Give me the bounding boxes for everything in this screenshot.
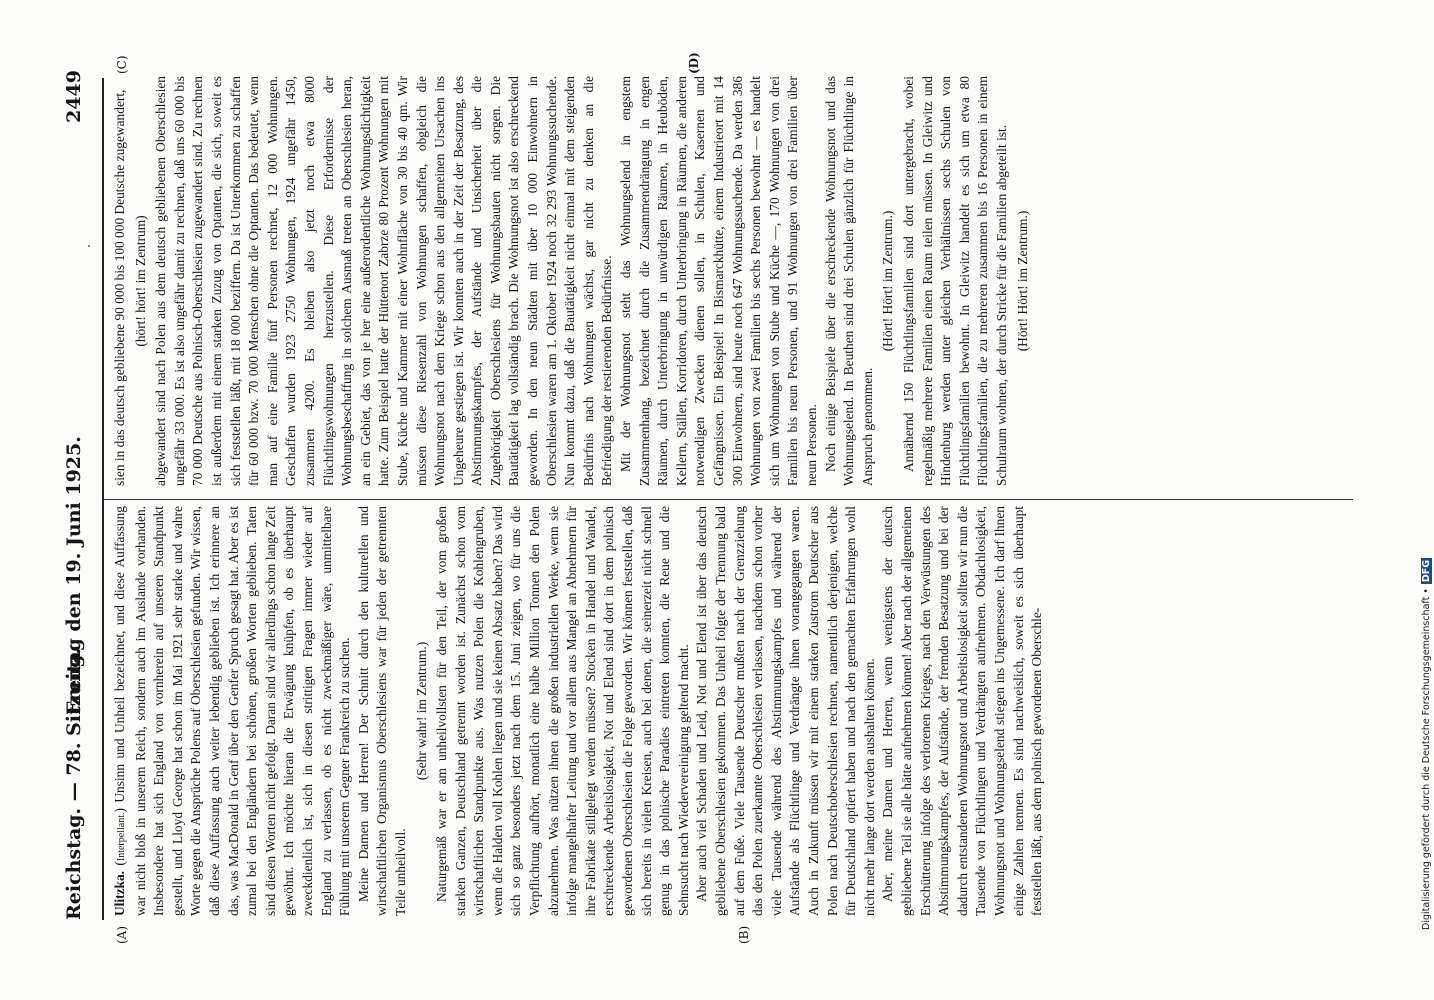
left-column — [111, 506, 1376, 916]
right-column — [111, 76, 1376, 486]
credit-text: Digitalisierung gefördert durch die Deutsche Forschungsgemeinschaft • — [1421, 588, 1432, 930]
dfg-logo: DFG — [1421, 559, 1432, 583]
right-paragraph-5: Annähernd 150 Flüchtlingsfamilien sind dort untergebracht, wobei regelmäßig mehrere Familien einen Raum teilen müssen. In Gleiwitz und Hindenburg werden unter gleichen Verhältnissen sechs Schulen von Flüchtlingsfamilien bewohnt. In Gleiwitz handelt es sich um etwa 80 Flüchtlingsfamilien, die zu mehreren zusammen bis 16 Personen in einem Schulraum wohnen, der durch Stricke für die Familien abgeteilt ist. — [900, 76, 1009, 486]
interjection: (Sehr wahr! im Zentrum.) — [413, 641, 429, 781]
speaker-note: Interpellant. — [116, 812, 127, 862]
interjection: (Hört! Hört! im Zentrum.) — [1014, 210, 1030, 352]
left-paragraph-1-text: Unsinn und Unheil bezeichnet, und diese Auffassung war nicht bloß in unserem Reich, sondern auch im Auslande vorhanden. Insbesondere hat sich England von vornherein auf unseren Standpunkt gestellt, und Lloyd George hat schon im Mai 1921 sehr starke und wahre Worte gegen die Ansprüche Polens auf Oberschlesien gefunden. Wir wissen, daß diese Auffassung auch weiter lebendig geblieben ist. Ich erinnere an das, was MacDonald in Genf über den Genfer Spruch gesagt hat. Aber es ist zumal bei den Engländern bei schönen, großen Worten geblieben. Taten sind diesen Worten nicht gefolgt. Daran sind wir allerdings schon lange Zeit gewöhnt. Ich möchte hieran die Erwägung knüpfen, ob es überhaupt zweckdienlich ist, sich in diesen strittigen Fragen immer wieder auf England zu verlassen, ob es nicht zweckmäßiger wäre, unmittelbare Fühlung mit unserem Gegner Frankreich zu suchen. — [112, 506, 353, 916]
right-paragraph-4: Noch einige Beispiele über die erschreckende Wohnungsnot und das Wohnungselend. In Beuthen sind drei Schulen gänzlich für Flüchtlinge in Anspruch genommen. — [822, 76, 875, 486]
left-paragraph-5: Aber, meine Damen und Herren, wenn wenigstens der deutsch gebliebene Teil sie alle hätte aufnehmen können! Aber nach der allgemeinen Erschütterung infolge des verlorenen Krieges, nach den Verwüstungen des Abstimmungskampfes, der Aufstände, der fremden Besatzung und bei der dadurch entstandenen Wohnungsnot und Arbeitslosigkeit sollten wir nun die Tausende von Flüchtlingen und Verdrängten aufnehmen. Obdachlosigkeit, Wohnungsnot und Wohnungselend stiegen ins Ungemessene. Ich darf Ihnen einige Zahlen nennen. Es sind nachweislich, soweit es sich überhaupt feststellen läßt, aus dem polnisch gewordenen Oberschle- — [880, 506, 1045, 916]
credit-text-line — [1421, 70, 1432, 930]
right-paragraph-3: Mit der Wohnungsnot steht das Wohnungselend in engstem Zusammenhang, bezeichnet durch die Zusammendrängung in engen Räumen, durch Unterbringung in unwürdigen Räumen, in Heuböden, Kellern, Ställen, Korridoren, durch Unterbringung in Räumen, die anderen notwendigen Zwecken dienen sollen, in Schulen, Kasernen und Gefängnissen. Ein Beispiel! In Bismarckhütte, einem Industrieort mit 14 300 Einwohnern, sind heute noch 647 Wohnungssuchende. Da werden 386 Wohnungen von zwei Familien bis sechs Personen bewohnt — es handelt sich um Wohnungen von Stube und Küche —, 170 Wohnungen von drei Familien bis neun Personen, und 91 Wohnungen von drei Familien über neun Personen. — [618, 76, 819, 486]
interjection: (Hört! Hört! im Zentrum.) — [880, 210, 896, 352]
right-paragraph-1: sien in das deutsch gebliebene 90 000 bis 100 000 Deutsche zugewandert, — [112, 89, 127, 486]
speaker-name: Ulitzka. — [112, 870, 127, 916]
margin-mark-c: (C) — [115, 55, 129, 74]
page-number: 2449 — [63, 70, 85, 123]
rotated-page-content — [57, 50, 1387, 950]
digitization-credit — [1421, 70, 1434, 930]
page-header — [57, 50, 93, 950]
margin-mark-b: (B) — [737, 925, 751, 944]
right-paragraph-2: abgewandert sind nach Polen aus dem deutsch gebliebenen Oberschlesien ungefähr 33 000. Es ist also ungefähr damit zu rechnen, daß uns 60 000 bis 70 000 Deutsche aus Polnisch-Oberschlesien zugewandert sind. Zu rechnen ist außerdem mit einem starken Zuzug von Optanten, die sich, soweit es sich feststellen läßt, mit 18 000 beziffern. Da ist Unterkommen zu schaffen für 60 000 bzw. 70 000 Menschen ohne die Optanten. Das bedeutet, wenn man auf eine Familie fünf Personen rechnet, 12 000 Wohnungen. Geschaffen wurden 1923 2750 Wohnungen, 1924 ungefähr 1450, zusammen 4200. Es bleiben also jetzt noch etwa 8000 Flüchtlingswohnungen herzustellen. Diese Erfordernisse der Wohnungsbeschaffung in solchem Ausmaß treten an Oberschlesien heran, an ein Gebiet, das von je her eine außerordentliche Wohnungsdichtigkeit hatte. Zum Beispiel hatte der Hüttenort Zabrze 80 Prozent Wohnungen mit Stube, Küche und Kammer mit einer Wohnfläche von 30 bis 40 qm. Wir müssen diese Riesenzahl von Wohnungen schaffen, obgleich die Wohnungsnot nach dem Kriege schon aus den allgemeinen Ursachen ins Ungeheure gestiegen ist. Wir konnten auch in der Zeit der Besatzung, des Abstimmungskampfes, der Aufstände und Unsicherheit über die Zugehörigkeit Oberschlesiens für Wohnungsbauten nicht sorgen. Die Bautätigkeit lag vollständig brach. Die Wohnungsnot ist also erschreckend geworden. In den neun Städten mit über 10 000 Einwohnern in Oberschlesien waren am 1. Oktober 1924 noch 32 293 Wohnungssuchende. Nun kommt dazu, daß die Bautätigkeit nicht einmal mit dem steigenden Bedürfnis nach Wohnungen wächst, gar nicht zu denken an die Befriedigung der restierenden Bedürfnisse. — [153, 76, 615, 486]
header-right — [63, 70, 85, 715]
column-divider — [103, 499, 1353, 500]
margin-mark-d: (D) — [687, 52, 701, 74]
left-paragraph-1: Ulitzka. (Interpellant.) Unsinn und Unheil bezeichnet, und diese Auffassung war nicht bloß in unserem Reich, sondern auch im Auslande vorhanden. Insbesondere hat sich England von vornherein auf unseren Standpunkt gestellt, und Lloyd George hat schon im Mai 1921 sehr starke und wahre Worte gegen die Ansprüche Polens auf Oberschlesien gefunden. Wir wissen, daß diese Auffassung auch weiter lebendig geblieben ist. Ich erinnere an das, was MacDonald in Genf über den Genfer Spruch gesagt hat. Aber es ist zumal bei den Engländern bei schönen, großen Worten geblieben. Taten sind diesen Worten nicht gefolgt. Daran sind wir allerdings schon lange Zeit gewöhnt. Ich möchte hieran die Erwägung knüpfen, ob es überhaupt zweckdienlich ist, sich in diesen strittigen Fragen immer wieder auf England zu verlassen, ob es nicht zweckmäßiger wäre, unmittelbare Fühlung mit unserem Gegner Frankreich zu suchen. — [112, 506, 353, 916]
interjection: (hört! hört! im Zentrum) — [132, 215, 148, 347]
left-paragraph-3: Naturgemäß war er am unheilvollsten für den Teil, der vom großen starken Ganzen, Deutschland getrennt worden ist. Zunächst schon vom wirtschaftlichen Standpunkte aus. Was nutzen Polen die Kohlengruben, wenn die Halden voll Kohlen liegen und sie keinen Absatz haben? Das wird sich so ganz besonders jetzt nach dem 15. Juni zeigen, wo für uns die Verpflichtung aufhört, monatlich eine halbe Million Tonnen den Polen abzunehmen. Was nützen ihnen die großen industriellen Werke, wenn sie infolge mangelhafter Leitung und vor allem aus Mangel an Abnehmern für ihre Fabrikate stillgelegt werden müssen? Stocken in Handel und Wandel, erschreckende Arbeitslosigkeit, Not und Elend sind dort in dem polnisch gewordenen Oberschlesien die Folge geworden. Wir können feststellen, daß sich bereits in vielen Kreisen, auch bei denen, die seinerzeit nicht schnell genug in das polnische Paradies eintreten konnten, die Reue und die Sehnsucht nach Wiedervereinigung geltend macht. — [434, 506, 691, 916]
left-paragraph-2: Meine Damen und Herren! Der Schnitt durch den kulturellen und wirtschaftlichen Organismus Oberschlesiens war für jeden der getrennten Teile unheilvoll. — [355, 506, 408, 916]
margin-mark-a: (A) — [115, 925, 129, 944]
left-paragraph-4: Aber auch viel Schaden und Leid, Not und Elend ist über das deutsch gebliebene Oberschlesien gekommen. Das Unheil folgte der Trennung bald auf dem Fuße. Viele Tausende Deutscher mußten nach der Grenzziehung das den Polen zuerkannte Oberschlesien verlassen, nachdem schon vorher viele Tausende während des Abstimmungskampfes und während der Aufstände als Flüchtlinge und Verdrängte ihnen vorangegangen waren. Auch in Zukunft müssen wir mit einem starken Zustrom Deutscher aus Polen nach Deutschoberschlesien rechnen, namentlich derjenigen, welche für Deutschland optiert haben und nach den gemachten Erfahrungen wohl nicht mehr lange dort werden aushalten können. — [694, 506, 877, 916]
header-left: Reichstag. — 78. Sitzung. — [63, 647, 85, 920]
header-date: Freitag den 19. Juni 1925. — [63, 436, 85, 716]
